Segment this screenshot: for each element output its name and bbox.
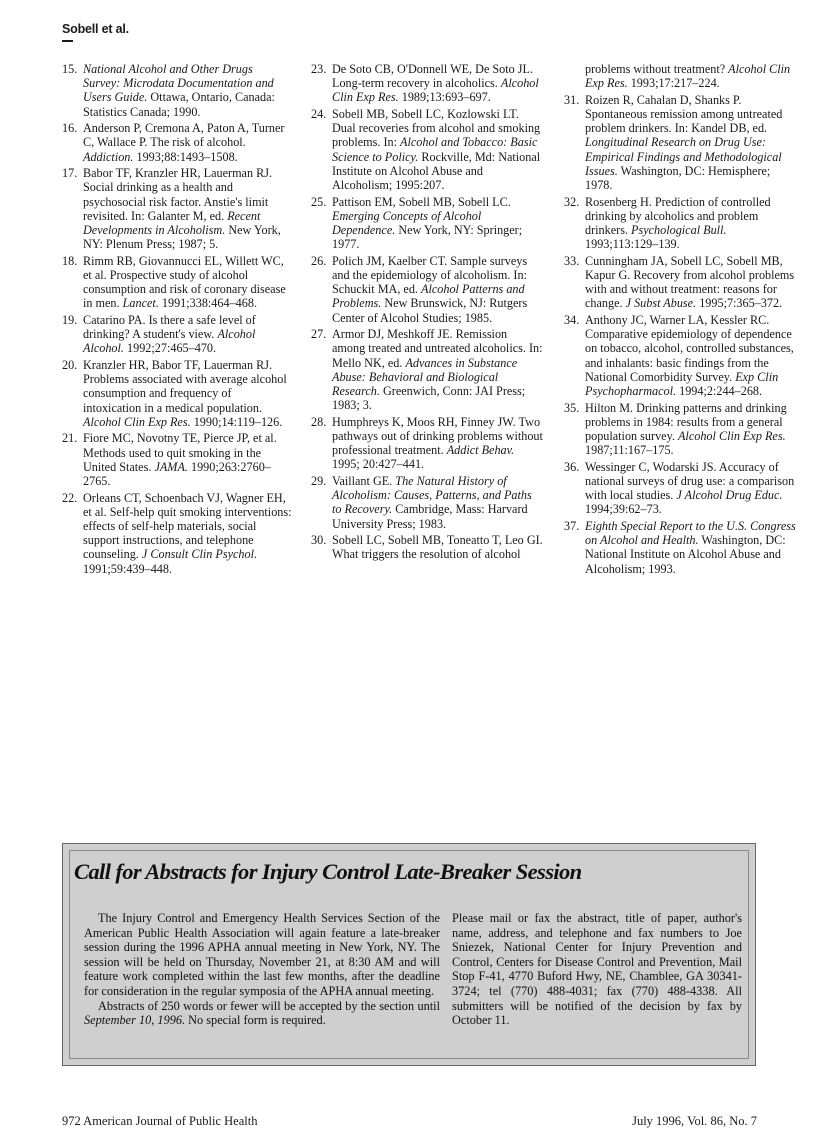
reference-run: 1993;113:129–139. (585, 237, 680, 252)
reference-entry (62, 358, 292, 429)
reference-entry (62, 254, 292, 311)
reference-text (332, 415, 543, 472)
reference-entry (311, 474, 543, 531)
reference-run: Washington, DC: Hemisphere; 1978. (585, 163, 771, 193)
reference-source: Exp Clin Psychopharmacol. (585, 369, 779, 399)
reference-entry (62, 431, 292, 488)
reference-text (83, 358, 292, 429)
reference-run: Roizen R, Cahalan D, Shanks P. Spontaneous remission among untreated problem drinkers. In: Kandel DB, ed. (585, 92, 783, 136)
reference-run: Rosenberg H. Prediction of controlled drinking by alcoholics and problem drinkers. (585, 194, 771, 238)
reference-entry (311, 254, 543, 325)
reference-entry (62, 166, 292, 251)
reference-source: The Natural History of Alcoholism: Causes, Patterns, and Paths to Recovery. (332, 474, 532, 517)
reference-run: Washington, DC: National Institute on Alcohol Abuse and Alcoholism; 1993. (585, 533, 786, 576)
reference-entry (62, 313, 292, 356)
reference-run: Pattison EM, Sobell MB, Sobell LC. (332, 194, 511, 209)
reference-entry (564, 313, 796, 398)
reference-entry (564, 460, 796, 517)
reference-run: Cambridge, Mass: Harvard University Press; 1983. (332, 502, 528, 531)
submission-instructions: Please mail or fax the abstract, title of paper, author's name, address, and telephone and fax numbers to Joe Sniezek, National Center for Injury Prevention and Control, Centers for Disease Control and Prevention, Mail Stop F-41, 4770 Buford Hwy, NE, Chamblee, GA 30341-3724; tel (770) 488-4031; fax (770) 488-4338. All submitters will be notified of the decision by fax by October 11. (452, 911, 742, 1028)
reference-entry (311, 327, 543, 412)
reference-run: 1989;13:693–697. (398, 90, 491, 105)
reference-number: 15. (62, 62, 78, 76)
reference-number: 35. (564, 400, 580, 415)
reference-number: 21. (62, 431, 78, 446)
reference-entry (564, 254, 796, 311)
reference-run: Wessinger C, Wodarski JS. Accuracy of national surveys of drug use: a comparison with local studies. (585, 459, 795, 503)
reference-number: 17. (62, 166, 78, 181)
reference-text (585, 460, 796, 517)
reference-text (83, 62, 292, 119)
reference-run: 1990;263:2760–2765. (83, 459, 271, 489)
reference-run: 1995; 20:427–441. (332, 457, 425, 472)
reference-source: Longitudinal Research on Drug Use: Empirical Findings and Methodological Issues. (585, 135, 782, 178)
reference-run: Orleans CT, Schoenbach VJ, Wagner EH, et al. Self-help quit smoking interventions: effects of self-help materials, social support instructions, and telephone counseling. (83, 490, 292, 562)
reference-text (83, 254, 292, 311)
deadline-text-end: No special form is required. (185, 1013, 326, 1028)
reference-source: Alcohol Clin Exp Res. (585, 62, 791, 91)
reference-source: J Subst Abuse. (625, 296, 697, 311)
reference-number: 20. (62, 358, 78, 373)
reference-text (83, 431, 292, 488)
reference-text (83, 166, 292, 251)
reference-entry (564, 195, 796, 252)
reference-run: Polich JM, Kaelber CT. Sample surveys and the epidemiology of alcoholism. In: Schuckit MA, ed. (332, 253, 528, 297)
reference-number: 33. (564, 253, 580, 268)
reference-text (585, 401, 796, 458)
reference-entry (62, 121, 292, 164)
deadline-date: September 10, 1996. (84, 1013, 186, 1028)
reference-entry (62, 491, 292, 576)
reference-run: 1991;338:464–468. (158, 296, 258, 311)
reference-number: 26. (311, 253, 327, 268)
reference-run: Armor DJ, Meshkoff JE. Remission among treated and untreated alcoholics. In: Mello NK, ed. (332, 327, 543, 370)
reference-run: problems without treatment? (585, 62, 729, 76)
reference-text (83, 121, 292, 164)
reference-run: 1993;88:1493–1508. (133, 149, 238, 164)
reference-run: Anthony JC, Warner LA, Kessler RC. Comparative epidemiology of dependence on tobacco, alcohol, controlled substances, and inhalants: basic findings from the National Comorbidity Survey. (585, 313, 794, 384)
reference-number (564, 62, 585, 90)
reference-run: Greenwich, Conn: JAI Press; 1983; 3. (332, 384, 526, 413)
reference-run: 1994;2:244–268. (676, 384, 763, 399)
reference-run: Rimm RB, Giovannucci EL, Willett WC, et al. Prospective study of alcohol consumption and risk of coronary disease in men. (83, 253, 286, 311)
reference-text (332, 62, 543, 105)
announcement-paragraph-1: The Injury Control and Emergency Health Services Section of the American Public Health Association will again feature a late-breaker session during the 1996 APHA annual meeting in New York, NY. The session will be held on Thursday, November 21, at 8:30 AM and will feature work completed within the last few months, after the deadline for consideration in the regular symposia of the APHA annual meeting. (84, 911, 440, 998)
reference-source: Alcohol Alcohol. (83, 327, 256, 356)
reference-source: Advances in Substance Abuse: Behavioral and Biological Research. (332, 355, 518, 399)
footer-journal: 972 American Journal of Public Health (62, 1114, 258, 1128)
reference-text (332, 327, 543, 412)
reference-source: National Alcohol and Other Drugs Survey: Microdata Documentation and Users Guide. (83, 62, 274, 105)
reference-entry (311, 107, 543, 192)
reference-number: 16. (62, 121, 78, 136)
reference-number: 25. (311, 194, 327, 209)
reference-number: 30. (311, 533, 327, 548)
announcement-paragraph-2 (84, 999, 440, 1028)
reference-run: 1991;59:439–448. (83, 561, 173, 576)
reference-run: New Brunswick, NJ: Rutgers Center of Alcohol Studies; 1985. (332, 296, 528, 325)
reference-number: 27. (311, 327, 327, 342)
reference-text (332, 254, 543, 325)
reference-text (585, 254, 796, 311)
reference-source: Alcohol Clin Exp Res. (332, 76, 539, 105)
reference-run: Kranzler HR, Babor TF, Lauerman RJ. Problems associated with average alcohol consumption and frequency of intoxication in a medical population. (83, 358, 287, 415)
reference-entry (311, 533, 543, 561)
reference-text (332, 107, 543, 192)
reference-source: Addiction. (83, 149, 134, 164)
reference-number: 28. (311, 414, 327, 429)
reference-entry (564, 401, 796, 458)
reference-entry (311, 195, 543, 252)
reference-run: Ottawa, Ontario, Canada: Statistics Canada; 1990. (83, 90, 275, 119)
reference-text (332, 533, 543, 561)
reference-text (83, 491, 292, 576)
reference-source: Emerging Concepts of Alcohol Dependence. (332, 208, 482, 238)
reference-run: Rockville, Md: National Institute on Alcohol Abuse and Alcoholism; 1995:207. (332, 149, 541, 193)
reference-run: 1990;14:119–126. (190, 414, 283, 429)
reference-source: J Consult Clin Psychol. (141, 547, 258, 562)
reference-entry (564, 519, 796, 576)
reference-run: Sobell LC, Sobell MB, Toneatto T, Leo GI. What triggers the resolution of alcohol (332, 533, 543, 562)
reference-run: New York, NY: Springer; 1977. (332, 223, 523, 252)
reference-run: Anderson P, Cremona A, Paton A, Turner C, Wallace P. The risk of alcohol. (83, 121, 285, 150)
reference-text (585, 195, 796, 252)
announcement-title: Call for Abstracts for Injury Control Late-Breaker Session (74, 859, 582, 884)
reference-run: 1993;17:217–224. (627, 76, 720, 91)
reference-entry (311, 415, 543, 472)
reference-text (585, 313, 796, 398)
announcement-right-column (452, 911, 742, 1028)
reference-text (585, 62, 796, 90)
reference-number: 19. (62, 313, 78, 328)
reference-source: Alcohol Clin Exp Res. (83, 414, 191, 429)
announcement-inner-frame (69, 850, 749, 1059)
reference-number: 29. (311, 474, 327, 489)
reference-run: Hilton M. Drinking patterns and drinking problems in 1984: results from a general population survey. (585, 400, 787, 444)
references-column-2 (311, 62, 543, 564)
reference-source: Recent Developments in Alcoholism. (83, 208, 261, 238)
reference-source: Alcohol Clin Exp Res. (677, 429, 786, 444)
reference-number: 34. (564, 313, 580, 328)
reference-number: 37. (564, 519, 580, 534)
announcement-left-column (84, 911, 440, 1028)
footer-issue: July 1996, Vol. 86, No. 7 (632, 1114, 757, 1128)
reference-number: 23. (311, 62, 327, 76)
reference-text (83, 313, 292, 356)
reference-text (332, 195, 543, 252)
reference-entry (564, 93, 796, 192)
reference-source: JAMA. (154, 459, 188, 474)
reference-number: 36. (564, 459, 580, 474)
reference-source: Alcohol Patterns and Problems. (332, 282, 525, 311)
references-column-1 (62, 62, 292, 578)
reference-run: Vaillant GE. (332, 474, 396, 489)
reference-text (585, 519, 796, 576)
reference-number: 22. (62, 490, 78, 505)
announcement-box (62, 843, 756, 1066)
reference-text (332, 474, 543, 531)
reference-run: 1995;7:365–372. (696, 296, 783, 311)
reference-source: J Alcohol Drug Educ. (676, 488, 783, 503)
reference-source: Eighth Special Report to the U.S. Congress on Alcohol and Health. (585, 519, 796, 548)
deadline-text: Abstracts of 250 words or fewer will be accepted by the section until (98, 998, 440, 1013)
reference-source: Alcohol and Tobacco: Basic Science to Policy. (332, 135, 538, 164)
reference-number: 31. (564, 92, 580, 107)
reference-number: 24. (311, 107, 327, 121)
header-rule (62, 40, 73, 42)
reference-run: Sobell MB, Sobell LC, Kozlowski LT. Dual recoveries from alcohol and smoking problems. In: (332, 107, 541, 150)
references-column-3 (564, 62, 796, 578)
reference-entry (564, 62, 796, 90)
reference-run: 1992;27:465–470. (123, 341, 217, 356)
reference-run: 1987;11:167–175. (585, 443, 674, 458)
reference-run: New York, NY: Plenum Press; 1987; 5. (83, 223, 281, 252)
reference-run: Humphreys K, Moos RH, Finney JW. Two pathways out of drinking problems without professional treatment. (332, 414, 543, 458)
reference-run: Cunningham JA, Sobell LC, Sobell MB, Kapur G. Recovery from alcohol problems with and without treatment: reasons for change. (585, 253, 795, 311)
reference-text (585, 93, 796, 192)
reference-run: Catarino PA. Is there a safe level of drinking? A student's view. (83, 313, 256, 342)
reference-entry (62, 62, 292, 119)
reference-run: Babor TF, Kranzler HR, Lauerman RJ. Social drinking as a health and psychosocial risk factor. Anstie's limit revisited. In: Galanter M, ed. (83, 166, 273, 223)
reference-number: 18. (62, 253, 78, 268)
reference-run: De Soto CB, O'Donnell WE, De Soto JL. Long-term recovery in alcoholics. (332, 62, 534, 91)
reference-number: 32. (564, 194, 580, 209)
running-head: Sobell et al. (62, 22, 129, 36)
reference-run: 1994;39:62–73. (585, 502, 662, 517)
reference-source: Addict Behav. (446, 443, 515, 458)
reference-source: Lancet. (122, 296, 159, 311)
reference-run: Fiore MC, Novotny TE, Pierce JP, et al. Methods used to quit smoking in the United States. (83, 431, 277, 474)
reference-source: Psychological Bull. (631, 223, 727, 238)
reference-entry (311, 62, 543, 105)
